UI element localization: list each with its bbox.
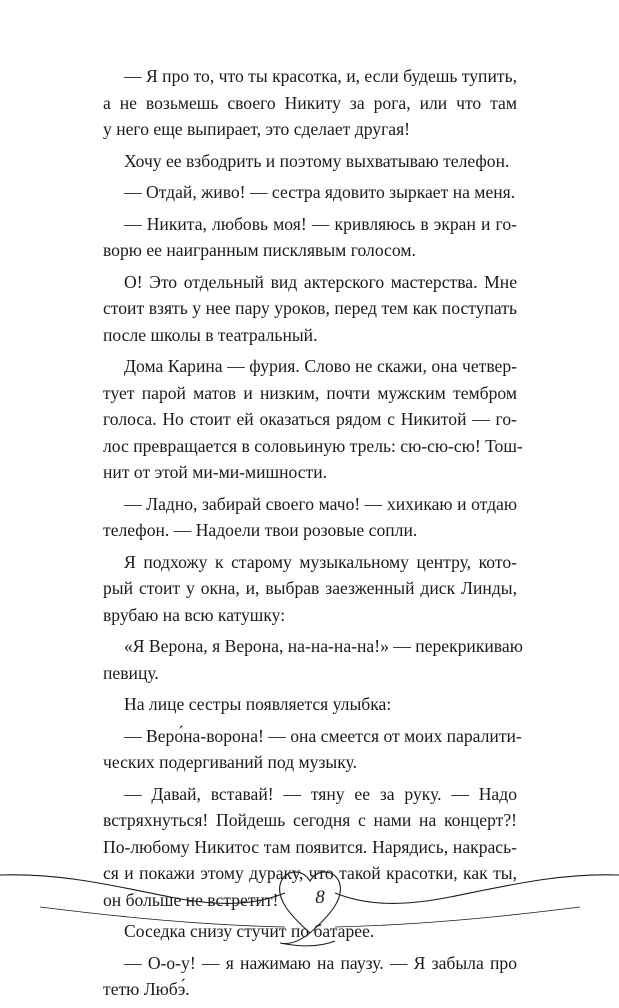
- text-line: На лице сестры появляется улыбка:: [124, 694, 392, 714]
- text-line: О! Это отдельный вид актерского мастерства. Мне: [124, 271, 517, 292]
- text-line: — Никита, любовь моя! — кривляюсь в экран и го-: [124, 213, 517, 234]
- text-line: — Я про то, что ты красотка, и, если будешь тупить,: [124, 66, 517, 86]
- paragraph: [103, 353, 523, 486]
- text-line: врубаю на всю катушку:: [103, 604, 286, 625]
- text-line: рый стоит у окна, и, выбрав заезженный диск Линды,: [103, 578, 517, 598]
- text-line: голоса. Но стоит ей оказаться рядом с Никитой — го-: [103, 409, 517, 429]
- paragraph: [103, 63, 517, 143]
- text-line: — Давай, вставай! — тяну ее за руку. — Надо: [124, 783, 517, 804]
- text-line: встряхнуться! Пойдешь сегодня с нами на концерт?!: [103, 810, 517, 830]
- text-line: ворю ее наигранным писклявым голосом.: [103, 240, 416, 260]
- text-line: тетю Любэ́.: [103, 979, 190, 999]
- text-line: «Я Верона, я Верона, на-на-на-на!» — перекрикиваю: [124, 636, 523, 656]
- text-line: певицу.: [103, 662, 159, 683]
- paragraph: [103, 549, 517, 629]
- text-line: Дома Карина — фурия. Слово не скажи, она четвер-: [124, 356, 517, 376]
- paragraph: [103, 723, 522, 776]
- text-line: По-любому Никитос там появится. Нарядись, накрась-: [103, 836, 517, 857]
- paragraph: [103, 148, 517, 175]
- text-line: стоит взять у нее пару уроков, перед тем как поступать: [103, 298, 517, 318]
- text-line: — Отдай, живо! — сестра ядовито зыркает на меня.: [124, 182, 516, 202]
- text-line: — Ладно, забирай своего мачо! — хихикаю и отдаю: [124, 493, 517, 514]
- paragraph: [103, 491, 517, 544]
- text-line: Хочу ее взбодрить и поэтому выхватываю телефон.: [124, 150, 510, 171]
- text-line: ся и покажи этому дураку, что такой красотки, как ты,: [103, 863, 517, 883]
- paragraph: [103, 179, 517, 206]
- paragraph: [103, 269, 517, 349]
- text-line: Я подхожу к старому музыкальному центру, кото-: [124, 551, 517, 572]
- text-line: — Веро́на-ворона! — она смеется от моих паралити-: [124, 725, 522, 746]
- paragraph: [103, 211, 517, 264]
- text-line: ческих подергиваний под музыку.: [103, 752, 357, 772]
- text-line: он больше не встретит!: [103, 889, 279, 910]
- paragraph: [103, 633, 523, 686]
- text-line: лос превращается в соловьиную трель: сю-сю-сю! Тош-: [103, 435, 523, 456]
- paragraph: [103, 691, 517, 718]
- page-number: 8: [315, 887, 325, 908]
- text-line: нит от этой ми-ми-мишности.: [103, 462, 328, 482]
- text-line: после школы в театральный.: [103, 324, 318, 345]
- text-line: у него еще выпирает, это сделает другая!: [103, 119, 411, 139]
- text-line: тует парой матов и низким, почти мужским тембром: [103, 382, 517, 403]
- text-line: телефон. — Надоели твои розовые сопли.: [103, 520, 418, 540]
- text-line: Соседка снизу стучит по батарее.: [124, 921, 375, 941]
- text-line: а не возьмешь своего Никиту за рога, или что там: [103, 92, 517, 113]
- paragraph: [103, 950, 517, 1003]
- text-line: — О-о-у! — я нажимаю на паузу. — Я забыла про: [124, 952, 517, 973]
